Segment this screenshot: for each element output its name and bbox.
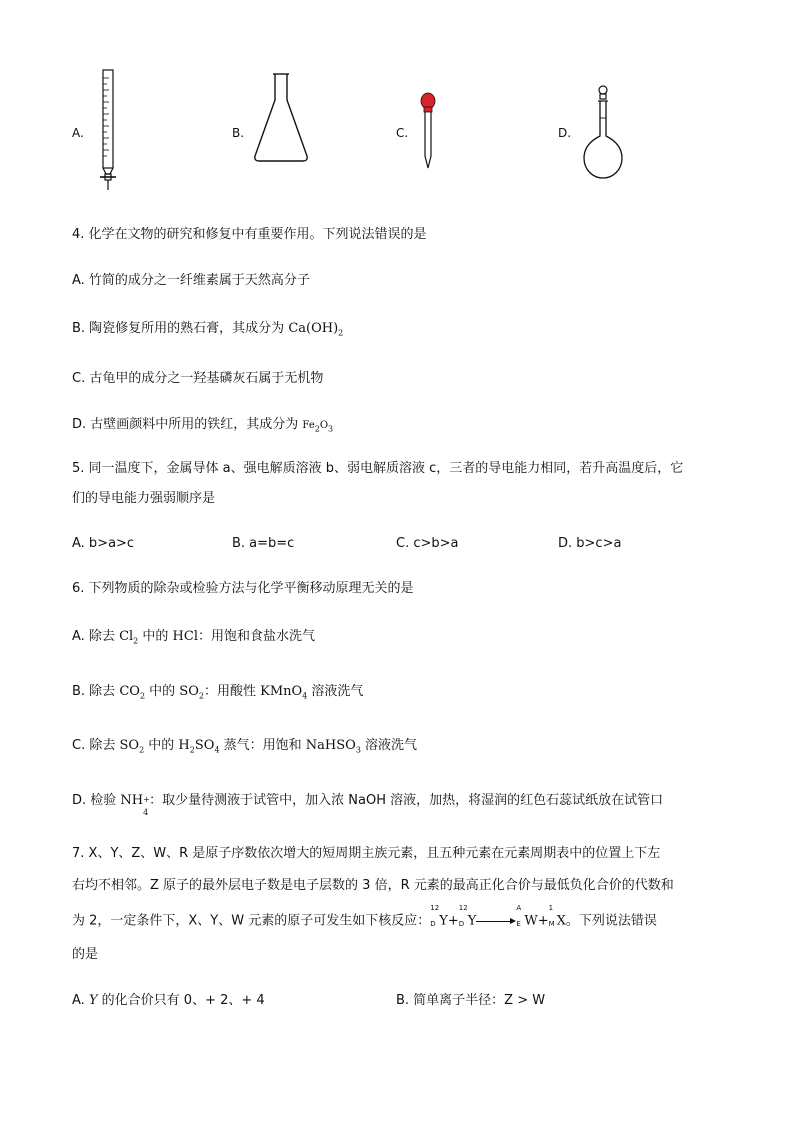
q5-stem-line2: 们的导电能力强弱顺序是 bbox=[72, 491, 216, 506]
q7-option-b: B. 简单离子半径：Z > W bbox=[396, 993, 546, 1008]
q6-option-a: A. 除去 $Cl_2$ 中的 HCl：用饱和食盐水洗气 bbox=[72, 629, 315, 646]
q4-option-b: B. 陶瓷修复所用的熟石膏，其成分为 $Ca(OH)_2$ bbox=[72, 321, 344, 338]
q5-option-c: C. c>b>a bbox=[396, 536, 459, 551]
q7-stem-line1: 7. X、Y、Z、W、R 是原子序数依次增大的短周期主族元素，且五种元素在元素周期表中的位置上下左 bbox=[72, 846, 661, 861]
q6-option-c: C. 除去 $SO_2$ 中的 $H_2SO_4$ 蒸气：用饱和 NaHSO$_3$ 溶液洗气 bbox=[72, 738, 418, 755]
option-c-label: C. bbox=[396, 126, 409, 140]
q5-option-b: B. a=b=c bbox=[232, 536, 295, 551]
option-d-label: D. bbox=[558, 126, 572, 140]
reaction-arrow-icon bbox=[476, 916, 516, 926]
q4-stem: 4. 化学在文物的研究和修复中有重要作用。下列说法错误的是 bbox=[72, 227, 427, 242]
q6-stem: 6. 下列物质的除杂或检验方法与化学平衡移动原理无关的是 bbox=[72, 581, 414, 596]
q5-option-a: A. b>a>c bbox=[72, 536, 135, 551]
q6-option-b: B. 除去 $CO_2$ 中的 $SO_2$：用酸性 KMnO$_4$ 溶液洗气 bbox=[72, 684, 364, 701]
q4-option-d: D. 古壁画颜料中所用的铁红，其成分为 $Fe_2O_3$ bbox=[72, 417, 334, 434]
q7-option-a: A. Y 的化合价只有 0、+ 2、+ 4 bbox=[72, 993, 265, 1008]
q4-option-a: A. 竹简的成分之一纤维素属于天然高分子 bbox=[72, 273, 310, 288]
q7-stem-line2: 右均不相邻。Z 原子的最外层电子数是电子层数的 3 倍，R 元素的最高正化合价与最低负化合价的代数和 bbox=[72, 878, 674, 893]
q4-option-c: C. 古龟甲的成分之一羟基磷灰石属于无机物 bbox=[72, 371, 324, 386]
q7-stem-line3: 为 2，一定条件下，X、Y、W 元素的原子可发生如下核反应： 12 D Y+ 12 D Y A E W+ 1 M X。下列说法错误 bbox=[72, 904, 657, 929]
q6-option-d: D. 检验 NH + 4 ：取少量待测液于试管中，加入浓 NaOH 溶液，加热，将湿润的红色石蕊试纸放在试管口 bbox=[72, 793, 664, 817]
erlenmeyer-flask-icon bbox=[253, 72, 309, 164]
dropper-icon bbox=[418, 92, 438, 172]
volumetric-flask-icon bbox=[584, 84, 634, 182]
q7-stem-line4: 的是 bbox=[72, 947, 99, 962]
q5-option-d: D. b>c>a bbox=[558, 536, 622, 551]
option-a-label: A. bbox=[72, 126, 84, 140]
burette-icon bbox=[96, 68, 120, 194]
q5-stem-line1: 5. 同一温度下，金属导体 a、强电解质溶液 b、弱电解质溶液 c，三者的导电能力相同，若升高温度后，它 bbox=[72, 461, 684, 476]
option-b-label: B. bbox=[232, 126, 245, 140]
